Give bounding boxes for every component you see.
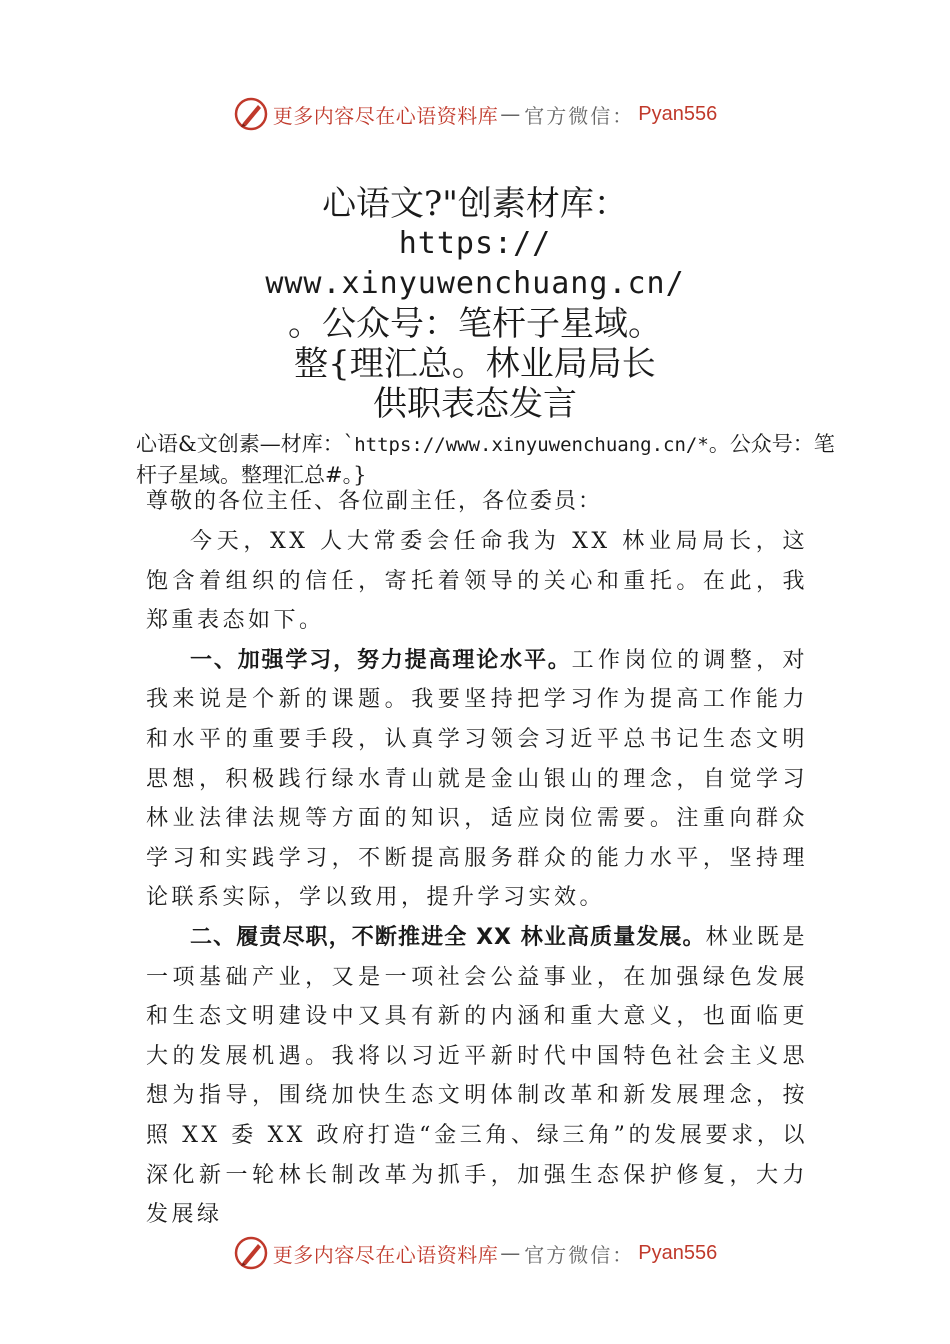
title-line-3: www.xinyuwenchuang.cn/ <box>265 266 685 301</box>
pen-logo-icon <box>233 96 269 132</box>
banner-text: 更多内容尽在心语资料库 <box>272 1242 499 1267</box>
banner-wechat-id: Pyan556 <box>638 1241 718 1264</box>
paragraph-2 <box>146 641 808 918</box>
banner-label: 官方微信： <box>524 1242 635 1267</box>
title-line-6: 供职表态发言 <box>373 384 577 424</box>
title-line-4: 。公众号：笔杆子星域。 <box>288 304 662 344</box>
footer-banner <box>0 1233 950 1273</box>
banner-dash: — <box>500 1241 523 1265</box>
banner-label: 官方微信： <box>524 103 635 128</box>
source-note-part2: 。公众号：笔杆子星域。整理汇总#。} <box>136 432 835 487</box>
paragraph-3 <box>146 918 808 1235</box>
pen-logo-icon <box>233 1235 269 1271</box>
source-note <box>136 429 846 490</box>
document-body <box>146 482 808 1235</box>
paragraph-3-body: 林业既是一项基础产业，又是一项社会公益事业，在加强绿色发展和生态文明建设中又具有新的内涵和重大意义，也面临更大的发展机遇。我将以习近平新时代中国特色社会主义思想为指导，围绕加快生态文明体制改革和新发展理念，按照 XX 委 XX 政府打造“金三角、绿三角”的发展要求，以深化新一轮林长制改革为抓手，加强生态保护修复，大力发展绿 <box>146 924 808 1228</box>
source-note-url: https://www.xinyuwenchuang.cn/* <box>354 434 709 456</box>
header-banner <box>0 94 950 134</box>
title-line-5: 整{理汇总。林业局局长 <box>294 344 656 384</box>
title-line-2: https:// <box>398 226 552 261</box>
banner-text: 更多内容尽在心语资料库 <box>272 103 499 128</box>
paragraph-2-heading: 一、加强学习，努力提高理论水平。 <box>190 647 572 673</box>
document-title <box>0 184 950 424</box>
banner-wechat-id: Pyan556 <box>638 102 718 125</box>
source-note-part1: 心语&文创素—材库：` <box>136 432 355 456</box>
salutation: 尊敬的各位主任、各位副主任，各位委员： <box>146 489 603 514</box>
title-line-1: 心语文?"创素材库： <box>322 184 628 224</box>
paragraph-1: 今天，XX 人大常委会任命我为 XX 林业局局长，这饱含着组织的信任，寄托着领导的关心和重托。在此，我郑重表态如下。 <box>146 529 808 634</box>
paragraph-3-heading: 二、履责尽职，不断推进全 XX 林业高质量发展。 <box>190 924 706 950</box>
paragraph-2-body: 工作岗位的调整，对我来说是个新的课题。我要坚持把学习作为提高工作能力和水平的重要手段，认真学习领会习近平总书记生态文明思想，积极践行绿水青山就是金山银山的理念，自觉学习林业法律法规等方面的知识，适应岗位需要。注重向群众学习和实践学习，不断提高服务群众的能力水平，坚持理论联系实际，学以致用，提升学习实效。 <box>146 647 808 911</box>
banner-dash: — <box>500 102 523 126</box>
